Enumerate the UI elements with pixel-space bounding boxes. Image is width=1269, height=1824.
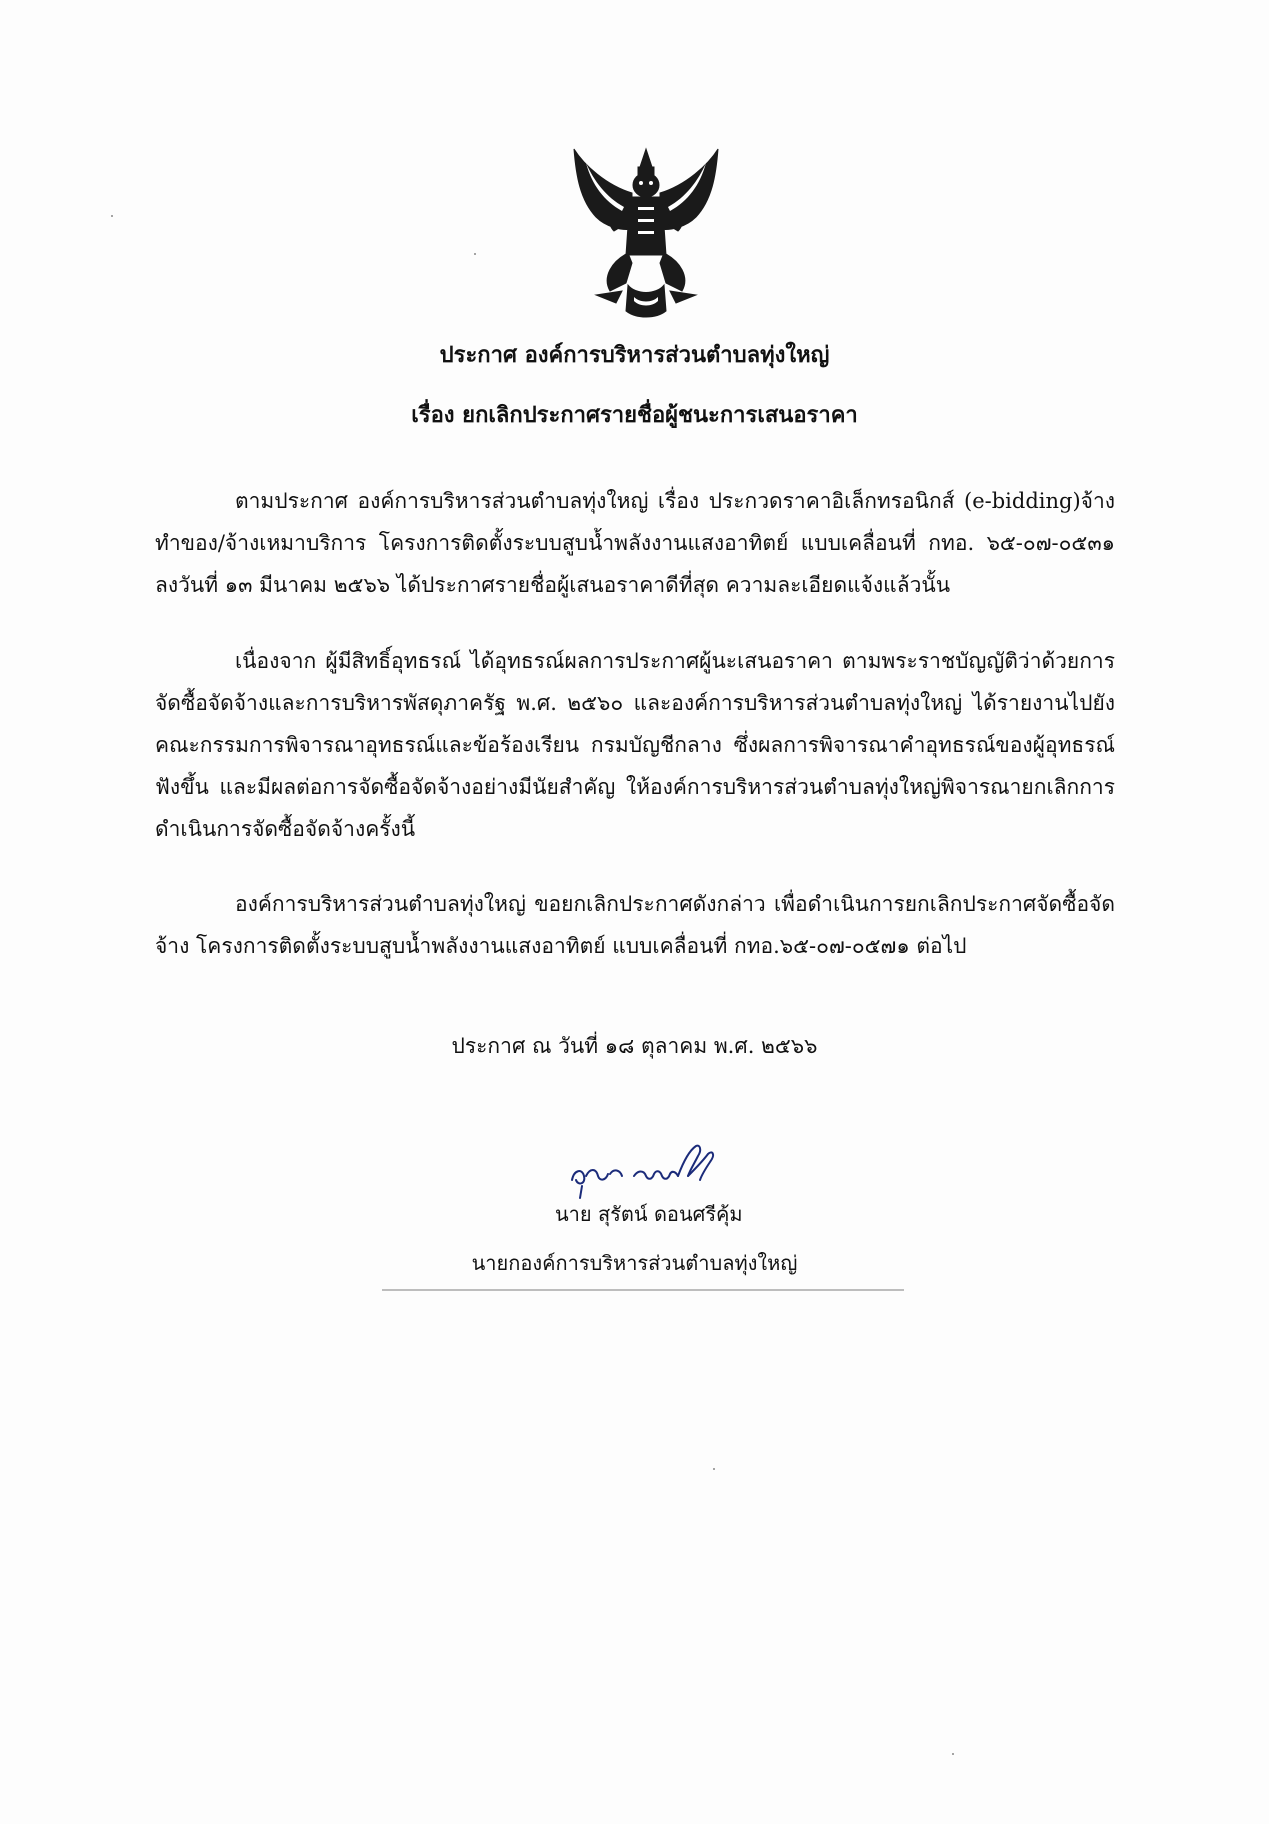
announcement-title: ประกาศ องค์การบริหารส่วนตำบลทุ่งใหญ่ xyxy=(439,342,830,368)
announcement-date: ประกาศ ณ วันที่ ๑๘ ตุลาคม พ.ศ. ๒๕๖๖ xyxy=(451,1034,818,1058)
signer-name: นาย สุรัตน์ ดอนศรีคุ้ม xyxy=(555,1202,743,1226)
scan-speck xyxy=(474,253,476,255)
scan-speck xyxy=(952,1753,954,1755)
paragraph-2: เนื่องจาก ผู้มีสิทธิ์อุทธรณ์ ได้อุทธรณ์ผลการประกาศผู้นะเสนอราคา ตามพระราชบัญญัติว่าด้วยการจัดซื้อจัดจ้างและการบริหารพัสดุภาครัฐ พ.ศ. ๒๕๖๐ และองค์การบริหารส่วนตำบลทุ่งใหญ่ ได้รายงานไปยัง คณะกรรมการพิจารณาอุทธรณ์และข้อร้องเรียน กรมบัญชีกลาง ซึ่งผลการพิจารณาคำอุทธรณ์ของผู้อุทธรณ์ฟังขึ้น และมีผลต่อการจัดซื้อจัดจ้างอย่างมีนัยสำคัญ ให้องค์การบริหารส่วนตำบลทุ่งใหญ่พิจารณายกเลิกการดำเนินการจัดซื้อจัดจ้างครั้งนี้ xyxy=(155,649,1115,841)
garuda-emblem-icon xyxy=(566,145,726,320)
handwritten-signature-icon xyxy=(560,1140,760,1200)
scan-speck xyxy=(713,1468,715,1470)
announcement-subject: เรื่อง ยกเลิกประกาศรายชื่อผู้ชนะการเสนอราคา xyxy=(411,402,858,428)
scan-speck xyxy=(111,215,113,217)
paragraph-3: องค์การบริหารส่วนตำบลทุ่งใหญ่ ขอยกเลิกประกาศดังกล่าว เพื่อดำเนินการยกเลิกประกาศจัดซื้อจัดจ้าง โครงการติดตั้งระบบสูบน้ำพลังงานแสงอาทิตย์ แบบเคลื่อนที่ กทอ.๖๕-๐๗-๐๕๗๑ ต่อไป xyxy=(155,892,1115,958)
paragraph-1: ตามประกาศ องค์การบริหารส่วนตำบลทุ่งใหญ่ เรื่อง ประกวดราคาอิเล็กทรอนิกส์ (e-bidding)จ้างทำของ/จ้างเหมาบริการ โครงการติดตั้งระบบสูบน้ำพลังงานแสงอาทิตย์ แบบเคลื่อนที่ กทอ. ๖๕-๐๗-๐๕๓๑ ลงวันที่ ๑๓ มีนาคม ๒๕๖๖ ได้ประกาศรายชื่อผู้เสนอราคาดีที่สุด ความละเอียดแจ้งแล้วนั้น xyxy=(155,489,1115,597)
signer-title: นายกองค์การบริหารส่วนตำบลทุ่งใหญ่ xyxy=(471,1251,798,1275)
divider-line xyxy=(382,1289,904,1291)
